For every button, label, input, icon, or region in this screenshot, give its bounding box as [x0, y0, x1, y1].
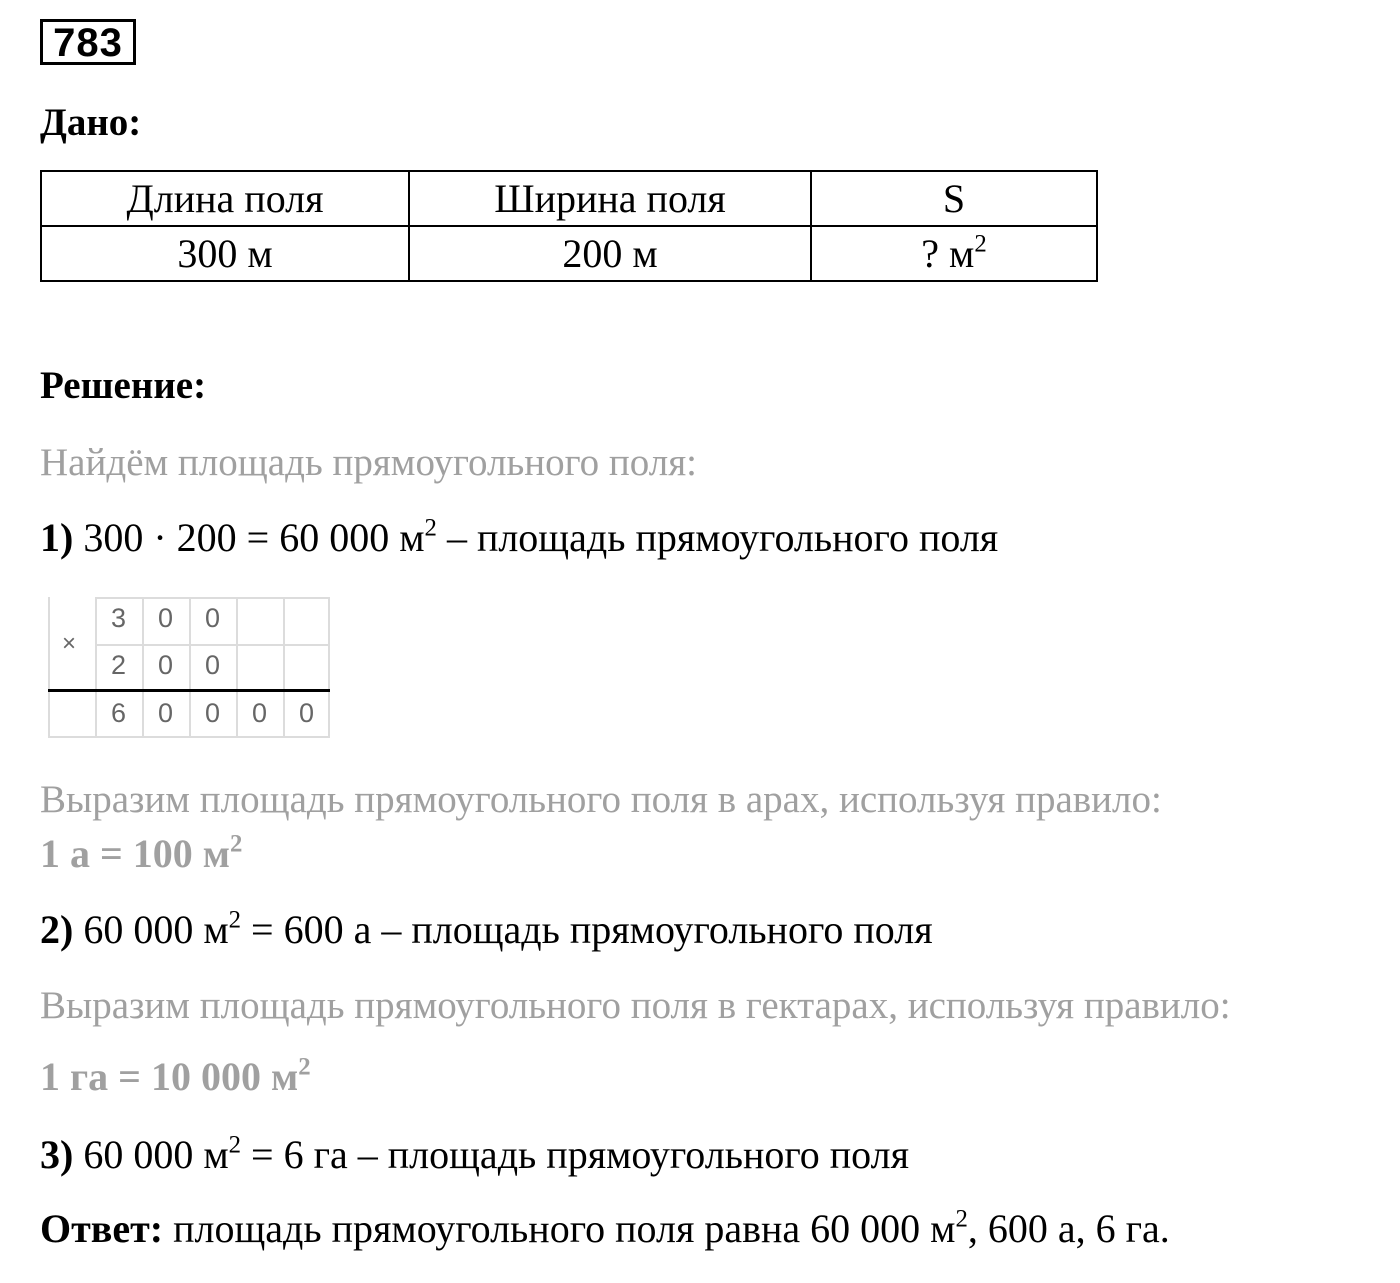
calc-result-digit: 0: [204, 698, 221, 728]
value-area-text: ? м: [921, 231, 975, 276]
step-3: [40, 1131, 909, 1178]
solution-intro: Найдём площадь прямоугольного поля:: [40, 441, 697, 484]
solution-heading: Решение:: [40, 364, 207, 407]
calc-result-digit: 6: [110, 698, 127, 728]
step-1-text-b: – площадь прямоугольного поля: [436, 515, 999, 560]
calc-digit: 3: [110, 603, 127, 633]
rule-hectares-power: 2: [298, 1053, 311, 1081]
calc-digit: 2: [110, 650, 127, 680]
rule-ares-power: 2: [230, 830, 243, 858]
answer: [40, 1205, 1170, 1252]
step-3-text-b: = 6 га – площадь прямоугольного поля: [241, 1132, 910, 1177]
value-length: 300 м: [41, 226, 409, 281]
step-2-text-a: 60 000 м: [73, 907, 229, 952]
step-2-text-b: = 600 а – площадь прямоугольного поля: [241, 907, 933, 952]
calc-digit: 0: [157, 650, 174, 680]
answer-power: 2: [955, 1205, 968, 1233]
value-area: [811, 226, 1097, 281]
answer-label: Ответ:: [40, 1206, 164, 1251]
rule-hectares-text: 1 га = 10 000 м: [40, 1054, 299, 1099]
multiply-sign: ×: [62, 630, 77, 657]
step-3-number: 3): [40, 1132, 74, 1177]
rule-ares: [40, 830, 242, 877]
step-1-text-a: 300 · 200 = 60 000 м: [73, 515, 425, 560]
calc-digit: 0: [204, 603, 221, 633]
calc-digit: 0: [157, 603, 174, 633]
given-value-row: [41, 226, 1097, 281]
step-1-number: 1): [40, 515, 74, 560]
step-2-power: 2: [228, 906, 242, 934]
hint-ares: Выразим площадь прямоугольного поля в арах, используя правило:: [40, 778, 1162, 821]
answer-text-b: , 600 а, 6 га.: [967, 1206, 1170, 1251]
given-table: [40, 170, 1098, 282]
hint-hectares: Выразим площадь прямоугольного поля в гектарах, используя правило:: [40, 984, 1231, 1027]
value-area-power: 2: [974, 230, 987, 258]
step-2-number: 2): [40, 907, 74, 952]
calc-result-digit: 0: [157, 698, 174, 728]
given-header-row: [41, 171, 1097, 226]
rule-hectares: [40, 1053, 311, 1100]
rule-ares-text: 1 а = 100 м: [40, 831, 231, 876]
answer-text-a: площадь прямоугольного поля равна 60 000 м: [163, 1206, 956, 1251]
calc-digit: 0: [204, 650, 221, 680]
header-width: Ширина поля: [409, 171, 811, 226]
step-3-power: 2: [228, 1131, 242, 1159]
calc-result-bar: [48, 689, 330, 692]
step-1: [40, 514, 998, 561]
header-length: Длина поля: [41, 171, 409, 226]
calc-result-digit: 0: [298, 698, 315, 728]
value-width: 200 м: [409, 226, 811, 281]
column-multiplication: [48, 597, 330, 738]
step-1-power: 2: [424, 514, 437, 542]
given-heading: Дано:: [40, 101, 142, 144]
step-2: [40, 906, 933, 953]
step-3-text-a: 60 000 м: [73, 1132, 229, 1177]
header-area: S: [811, 171, 1097, 226]
calc-result-digit: 0: [251, 698, 268, 728]
task-number: 783: [40, 19, 136, 65]
